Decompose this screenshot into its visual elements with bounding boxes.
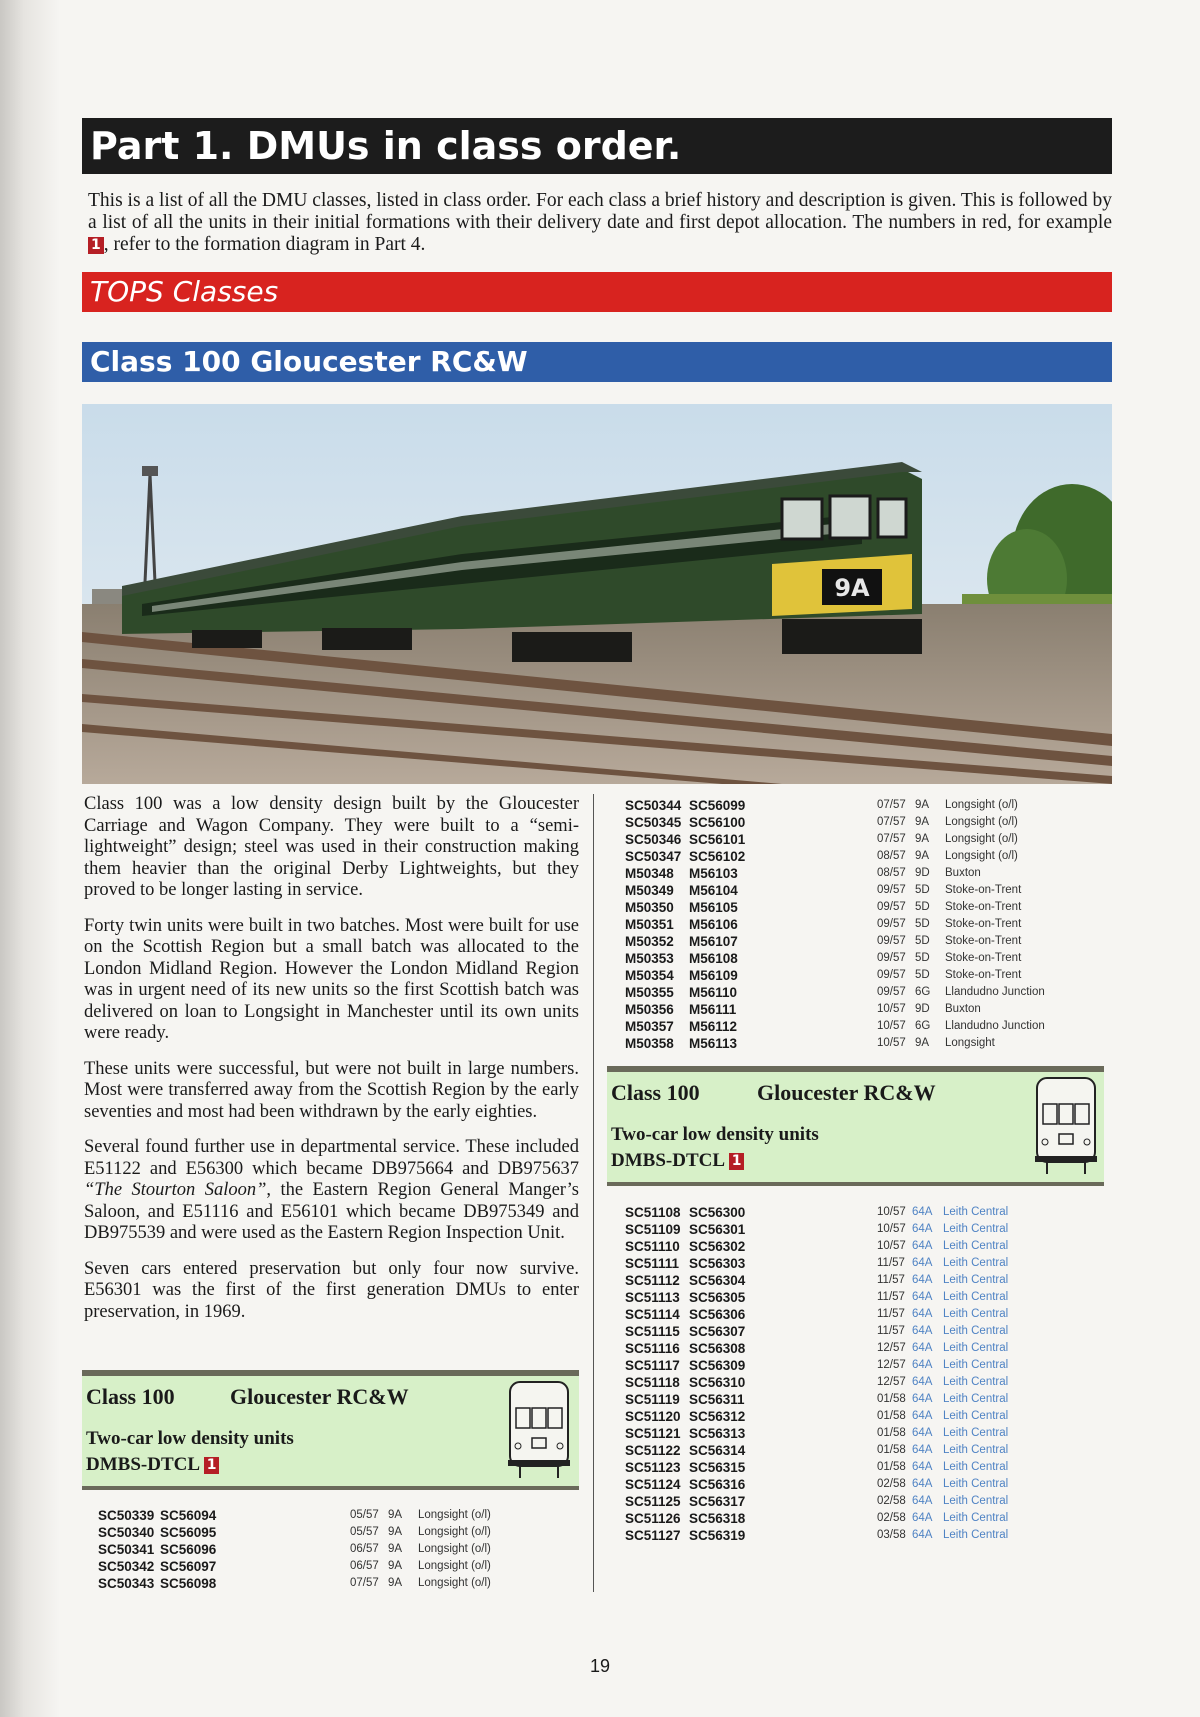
unit-number-b: SC56315: [689, 1460, 746, 1475]
depot-name: Leith Central: [943, 1257, 1009, 1269]
table-row: [625, 899, 1055, 916]
unit-number-a: SC50339: [98, 1508, 155, 1523]
table-row: [625, 1306, 1055, 1323]
table-row: [625, 848, 1055, 865]
p4-start: Several found further use in departmental service. These included E51122 and E56300 which became DB975664 and DB975637: [84, 1137, 579, 1179]
delivery-date: 11/57: [877, 1274, 905, 1286]
table-row: [625, 1323, 1055, 1340]
intro-text-start: This is a list of all the DMU classes, listed in class order. For each class a brief history and description is given. This is followed by a list of all the units in their initial formations with their delivery date and first depot allocation. The numbers in red, for example: [88, 190, 1112, 233]
delivery-date: 02/58: [877, 1478, 906, 1490]
unit-number-a: SC51122: [625, 1443, 681, 1458]
unit-number-b: SC56314: [689, 1443, 746, 1458]
delivery-date: 02/58: [877, 1512, 906, 1524]
section-title: TOPS Classes: [82, 272, 1112, 312]
depot-code: 5D: [915, 935, 930, 947]
unit-number-a: SC51110: [625, 1239, 680, 1254]
unit-number-b: SC56317: [689, 1494, 746, 1509]
delivery-date: 11/57: [877, 1308, 905, 1320]
table-row: [625, 1204, 1055, 1221]
depot-code: 9A: [388, 1509, 403, 1521]
delivery-date: 07/57: [877, 799, 906, 811]
unit-number-b: SC56100: [689, 815, 746, 830]
delivery-date: 05/57: [350, 1509, 379, 1521]
table-row: [625, 967, 1055, 984]
depot-code: 64A: [912, 1512, 933, 1524]
delivery-date: 03/58: [877, 1529, 906, 1541]
unit-front-icon: [506, 1380, 572, 1480]
unit-number-a: SC50346: [625, 832, 682, 847]
delivery-date: 11/57: [877, 1257, 905, 1269]
unit-number-a: M50355: [625, 985, 674, 1000]
depot-name: Longsight (o/l): [945, 833, 1018, 845]
depot-code: 64A: [912, 1240, 933, 1252]
unit-number-a: SC51116: [625, 1341, 680, 1356]
depot-name: Longsight (o/l): [945, 850, 1018, 862]
unit-number-b: SC56101: [689, 832, 746, 847]
unit-number-b: M56107: [689, 934, 738, 949]
delivery-date: 01/58: [877, 1410, 906, 1422]
delivery-date: 10/57: [877, 1037, 906, 1049]
depot-code: 64A: [912, 1291, 933, 1303]
delivery-date: 11/57: [877, 1325, 905, 1337]
delivery-date: 12/57: [877, 1376, 906, 1388]
unit-number-a: SC50347: [625, 849, 682, 864]
unit-list-batch1-right: [625, 797, 1055, 1052]
depot-code: 64A: [912, 1444, 933, 1456]
depot-name: Leith Central: [943, 1342, 1009, 1354]
unit-number-b: SC56316: [689, 1477, 746, 1492]
class-title: Class 100 Gloucester RC&W: [82, 342, 1112, 382]
delivery-date: 09/57: [877, 918, 906, 930]
panel-builder: Gloucester RC&W: [230, 1384, 409, 1409]
depot-code: 5D: [915, 884, 930, 896]
p4-end: , the Eastern Region General Manger’s Saloon, and E51116 and E56101 which became DB975349 and DB975539 and were used as the Eastern Region Inspection Unit.: [84, 1180, 579, 1243]
unit-number-a: SC51123: [625, 1460, 681, 1475]
depot-code: 64A: [912, 1257, 933, 1269]
depot-code: 64A: [912, 1478, 933, 1490]
unit-number-b: SC56308: [689, 1341, 746, 1356]
description-paragraph: Seven cars entered preservation but only four now survive. E56301 was the first of the first generation DMUs to enter preservation, in 1969.: [84, 1258, 579, 1322]
train-photo: [82, 404, 1112, 784]
table-row: [625, 1476, 1055, 1493]
unit-number-b: M56108: [689, 951, 738, 966]
delivery-date: 06/57: [350, 1560, 379, 1572]
unit-number-b: SC56310: [689, 1375, 746, 1390]
unit-number-a: M50356: [625, 1002, 674, 1017]
unit-number-a: SC51119: [625, 1392, 680, 1407]
delivery-date: 09/57: [877, 935, 906, 947]
intro-formation-badge: 1: [88, 237, 104, 254]
unit-number-a: SC51124: [625, 1477, 681, 1492]
depot-code: 9D: [915, 1003, 930, 1015]
table-row: [98, 1507, 498, 1524]
table-row: [625, 1272, 1055, 1289]
depot-name: Leith Central: [943, 1274, 1009, 1286]
depot-name: Leith Central: [943, 1393, 1009, 1405]
depot-name: Llandudno Junction: [945, 1020, 1045, 1032]
unit-number-b: M56109: [689, 968, 738, 983]
unit-number-b: SC56098: [160, 1576, 217, 1591]
formation-badge: 1: [204, 1457, 220, 1474]
depot-code: 9A: [388, 1560, 403, 1572]
depot-code: 9A: [388, 1543, 403, 1555]
description-paragraph: Class 100 was a low density design built by the Gloucester Carriage and Wagon Company. They were built to a “semi-lightweight” design; steel was used in their construction making them heavier than the original Derby Lightweights, but they proved to be longer lasting in service.: [84, 794, 579, 900]
depot-name: Leith Central: [943, 1325, 1009, 1337]
unit-number-a: SC50340: [98, 1525, 155, 1540]
depot-name: Longsight (o/l): [418, 1577, 491, 1589]
depot-name: Leith Central: [943, 1308, 1009, 1320]
unit-list-batch1-left: [98, 1507, 498, 1592]
depot-code: 9A: [915, 816, 930, 828]
depot-code: 9A: [915, 799, 930, 811]
unit-number-b: SC56319: [689, 1528, 746, 1543]
part-title: Part 1. DMUs in class order.: [82, 118, 1112, 174]
unit-number-a: SC51121: [625, 1426, 681, 1441]
delivery-date: 10/57: [877, 1223, 906, 1235]
table-row: [625, 797, 1055, 814]
depot-code: 64A: [912, 1359, 933, 1371]
unit-number-b: SC56305: [689, 1290, 746, 1305]
depot-code: 5D: [915, 918, 930, 930]
depot-code: 5D: [915, 901, 930, 913]
depot-code: 6G: [915, 1020, 931, 1032]
table-row: [625, 1510, 1055, 1527]
depot-name: Longsight (o/l): [418, 1543, 491, 1555]
unit-number-b: SC56097: [160, 1559, 217, 1574]
table-row: [98, 1575, 498, 1592]
table-row: [625, 916, 1055, 933]
table-row: [625, 1374, 1055, 1391]
unit-number-b: SC56313: [689, 1426, 746, 1441]
depot-name: Leith Central: [943, 1376, 1009, 1388]
delivery-date: 01/58: [877, 1461, 906, 1473]
table-row: [625, 984, 1055, 1001]
depot-code: 64A: [912, 1495, 933, 1507]
depot-name: Longsight (o/l): [418, 1560, 491, 1572]
unit-number-a: SC51127: [625, 1528, 681, 1543]
unit-number-b: SC56302: [689, 1239, 746, 1254]
unit-number-b: SC56102: [689, 849, 746, 864]
unit-number-a: SC51115: [625, 1324, 680, 1339]
depot-code: 64A: [912, 1393, 933, 1405]
delivery-date: 12/57: [877, 1359, 906, 1371]
depot-code: 64A: [912, 1274, 933, 1286]
depot-code: 64A: [912, 1410, 933, 1422]
depot-name: Llandudno Junction: [945, 986, 1045, 998]
unit-number-a: SC51113: [625, 1290, 680, 1305]
column-divider: [593, 794, 594, 1592]
delivery-date: 02/58: [877, 1495, 906, 1507]
depot-name: Leith Central: [943, 1512, 1009, 1524]
unit-number-a: SC51117: [625, 1358, 680, 1373]
unit-number-b: M56103: [689, 866, 738, 881]
delivery-date: 07/57: [877, 816, 906, 828]
table-row: [625, 865, 1055, 882]
unit-number-b: SC56312: [689, 1409, 746, 1424]
unit-number-a: SC50341: [98, 1542, 155, 1557]
delivery-date: 09/57: [877, 901, 906, 913]
depot-name: Stoke-on-Trent: [945, 935, 1022, 947]
depot-code: 64A: [912, 1376, 933, 1388]
delivery-date: 08/57: [877, 850, 906, 862]
table-row: [625, 1493, 1055, 1510]
delivery-date: 06/57: [350, 1543, 379, 1555]
table-row: [98, 1558, 498, 1575]
table-row: [625, 950, 1055, 967]
unit-number-a: SC51125: [625, 1494, 681, 1509]
unit-number-a: SC51112: [625, 1273, 680, 1288]
depot-name: Leith Central: [943, 1206, 1009, 1218]
table-row: [625, 1001, 1055, 1018]
description-paragraph: These units were successful, but were not built in large numbers. Most were transferred away from the Scottish Region by the early seventies and most had been withdrawn by the early eighties.: [84, 1058, 579, 1122]
delivery-date: 10/57: [877, 1240, 906, 1252]
class-description: [84, 794, 579, 1337]
table-row: [625, 1289, 1055, 1306]
unit-number-a: SC51109: [625, 1222, 681, 1237]
formation-code: DMBS-DTCL: [86, 1454, 199, 1475]
delivery-date: 10/57: [877, 1003, 906, 1015]
table-row: [625, 1238, 1055, 1255]
table-row: [625, 1221, 1055, 1238]
delivery-date: 10/57: [877, 1020, 906, 1032]
unit-front-icon: [1033, 1076, 1099, 1176]
unit-number-a: M50348: [625, 866, 674, 881]
unit-number-a: SC51120: [625, 1409, 681, 1424]
page-number: 19: [589, 1656, 611, 1676]
delivery-date: 10/57: [877, 1206, 906, 1218]
depot-name: Leith Central: [943, 1529, 1009, 1541]
depot-name: Stoke-on-Trent: [945, 969, 1022, 981]
unit-number-b: M56113: [689, 1036, 738, 1051]
depot-code: 64A: [912, 1427, 933, 1439]
depot-name: Stoke-on-Trent: [945, 901, 1022, 913]
table-row: [625, 1035, 1055, 1052]
depot-name: Buxton: [945, 1003, 981, 1015]
delivery-date: 11/57: [877, 1291, 905, 1303]
saloon-name: “The Stourton Saloon”: [84, 1180, 267, 1200]
depot-code: 5D: [915, 952, 930, 964]
depot-name: Longsight: [945, 1037, 995, 1049]
table-row: [98, 1524, 498, 1541]
formation-code: DMBS-DTCL: [611, 1150, 724, 1171]
table-row: [625, 1340, 1055, 1357]
unit-number-a: M50350: [625, 900, 674, 915]
depot-name: Buxton: [945, 867, 981, 879]
unit-number-a: M50351: [625, 917, 674, 932]
depot-code: 9A: [388, 1577, 403, 1589]
depot-name: Leith Central: [943, 1291, 1009, 1303]
table-row: [625, 831, 1055, 848]
depot-code: 9D: [915, 867, 930, 879]
table-row: [625, 1408, 1055, 1425]
unit-number-a: SC50345: [625, 815, 682, 830]
unit-number-b: SC56301: [689, 1222, 746, 1237]
intro-text-end: , refer to the formation diagram in Part 4.: [103, 234, 426, 255]
panel-class: Class 100: [86, 1384, 175, 1409]
delivery-date: 12/57: [877, 1342, 906, 1354]
unit-number-b: SC56300: [689, 1205, 746, 1220]
delivery-date: 09/57: [877, 986, 906, 998]
table-row: [625, 1018, 1055, 1035]
unit-number-b: SC56095: [160, 1525, 217, 1540]
table-row: [625, 882, 1055, 899]
unit-number-b: SC56309: [689, 1358, 746, 1373]
delivery-date: 01/58: [877, 1393, 906, 1405]
depot-name: Stoke-on-Trent: [945, 952, 1022, 964]
depot-name: Stoke-on-Trent: [945, 884, 1022, 896]
depot-name: Leith Central: [943, 1461, 1009, 1473]
depot-name: Leith Central: [943, 1478, 1009, 1490]
unit-number-b: SC56307: [689, 1324, 746, 1339]
panel-class: Class 100: [611, 1080, 700, 1105]
depot-code: 9A: [915, 1037, 930, 1049]
delivery-date: 09/57: [877, 952, 906, 964]
panel-builder: Gloucester RC&W: [757, 1080, 936, 1105]
delivery-date: 09/57: [877, 884, 906, 896]
depot-name: Leith Central: [943, 1444, 1009, 1456]
depot-name: Leith Central: [943, 1240, 1009, 1252]
depot-code: 9A: [915, 833, 930, 845]
unit-number-a: M50352: [625, 934, 674, 949]
depot-name: Leith Central: [943, 1495, 1009, 1507]
delivery-date: 09/57: [877, 969, 906, 981]
delivery-date: 01/58: [877, 1444, 906, 1456]
depot-name: Stoke-on-Trent: [945, 918, 1022, 930]
unit-number-a: SC51126: [625, 1511, 681, 1526]
depot-code: 64A: [912, 1529, 933, 1541]
unit-number-b: M56110: [689, 985, 738, 1000]
headcode-text: 9A: [834, 574, 870, 602]
unit-list-batch2: [625, 1204, 1055, 1544]
panel-formation: [611, 1150, 744, 1172]
unit-number-b: SC56099: [689, 798, 746, 813]
table-row: [98, 1541, 498, 1558]
unit-number-b: SC56306: [689, 1307, 746, 1322]
unit-number-b: SC56318: [689, 1511, 746, 1526]
depot-code: 64A: [912, 1308, 933, 1320]
depot-code: 5D: [915, 969, 930, 981]
table-row: [625, 1357, 1055, 1374]
depot-code: 64A: [912, 1325, 933, 1337]
unit-number-a: M50354: [625, 968, 674, 983]
table-row: [625, 1255, 1055, 1272]
panel-subtitle: Two-car low density units: [611, 1124, 819, 1145]
table-row: [625, 1442, 1055, 1459]
unit-number-a: SC50343: [98, 1576, 155, 1591]
unit-number-a: SC51118: [625, 1375, 680, 1390]
depot-code: 64A: [912, 1223, 933, 1235]
depot-name: Leith Central: [943, 1427, 1009, 1439]
unit-number-b: SC56311: [689, 1392, 745, 1407]
formation-panel: [607, 1066, 1104, 1186]
unit-number-a: SC51108: [625, 1205, 681, 1220]
depot-code: 64A: [912, 1461, 933, 1473]
unit-number-b: M56104: [689, 883, 738, 898]
page-gutter-shadow: [0, 0, 60, 1717]
unit-number-a: SC51114: [625, 1307, 680, 1322]
formation-badge: 1: [729, 1153, 745, 1170]
delivery-date: 07/57: [350, 1577, 379, 1589]
table-row: [625, 1425, 1055, 1442]
table-row: [625, 933, 1055, 950]
depot-code: 9A: [388, 1526, 403, 1538]
unit-number-b: SC56096: [160, 1542, 217, 1557]
unit-number-a: M50353: [625, 951, 674, 966]
depot-name: Longsight (o/l): [418, 1509, 491, 1521]
depot-code: 6G: [915, 986, 931, 998]
unit-number-b: M56111: [689, 1002, 737, 1017]
depot-name: Leith Central: [943, 1410, 1009, 1422]
table-row: [625, 814, 1055, 831]
delivery-date: 01/58: [877, 1427, 906, 1439]
delivery-date: 08/57: [877, 867, 906, 879]
unit-number-b: SC56303: [689, 1256, 746, 1271]
unit-number-a: M50358: [625, 1036, 674, 1051]
table-row: [625, 1391, 1055, 1408]
unit-number-a: M50349: [625, 883, 674, 898]
unit-number-b: SC56304: [689, 1273, 746, 1288]
delivery-date: 05/57: [350, 1526, 379, 1538]
unit-number-b: M56105: [689, 900, 738, 915]
depot-name: Longsight (o/l): [418, 1526, 491, 1538]
depot-code: 64A: [912, 1206, 933, 1218]
description-paragraph: [84, 1137, 579, 1245]
depot-code: 9A: [915, 850, 930, 862]
depot-name: Longsight (o/l): [945, 799, 1018, 811]
unit-number-b: SC56094: [160, 1508, 217, 1523]
intro-paragraph: [88, 190, 1112, 256]
formation-panel: [82, 1370, 579, 1490]
unit-number-b: M56112: [689, 1019, 738, 1034]
depot-name: Leith Central: [943, 1223, 1009, 1235]
unit-number-a: SC51111: [625, 1256, 680, 1271]
depot-name: Longsight (o/l): [945, 816, 1018, 828]
table-row: [625, 1527, 1055, 1544]
delivery-date: 07/57: [877, 833, 906, 845]
unit-number-a: SC50344: [625, 798, 682, 813]
depot-name: Leith Central: [943, 1359, 1009, 1371]
unit-number-a: SC50342: [98, 1559, 155, 1574]
panel-subtitle: Two-car low density units: [86, 1428, 294, 1449]
panel-formation: [86, 1454, 219, 1476]
unit-number-a: M50357: [625, 1019, 674, 1034]
unit-number-b: M56106: [689, 917, 738, 932]
depot-code: 64A: [912, 1342, 933, 1354]
table-row: [625, 1459, 1055, 1476]
description-paragraph: Forty twin units were built in two batches. Most were built for use on the Scottish Region but a small batch was allocated to the London Midland Region. However the London Midland Region was in urgent need of its new units so the first Scottish batch was delivered on loan to Longsight in Manchester until its own units were ready.: [84, 915, 579, 1043]
